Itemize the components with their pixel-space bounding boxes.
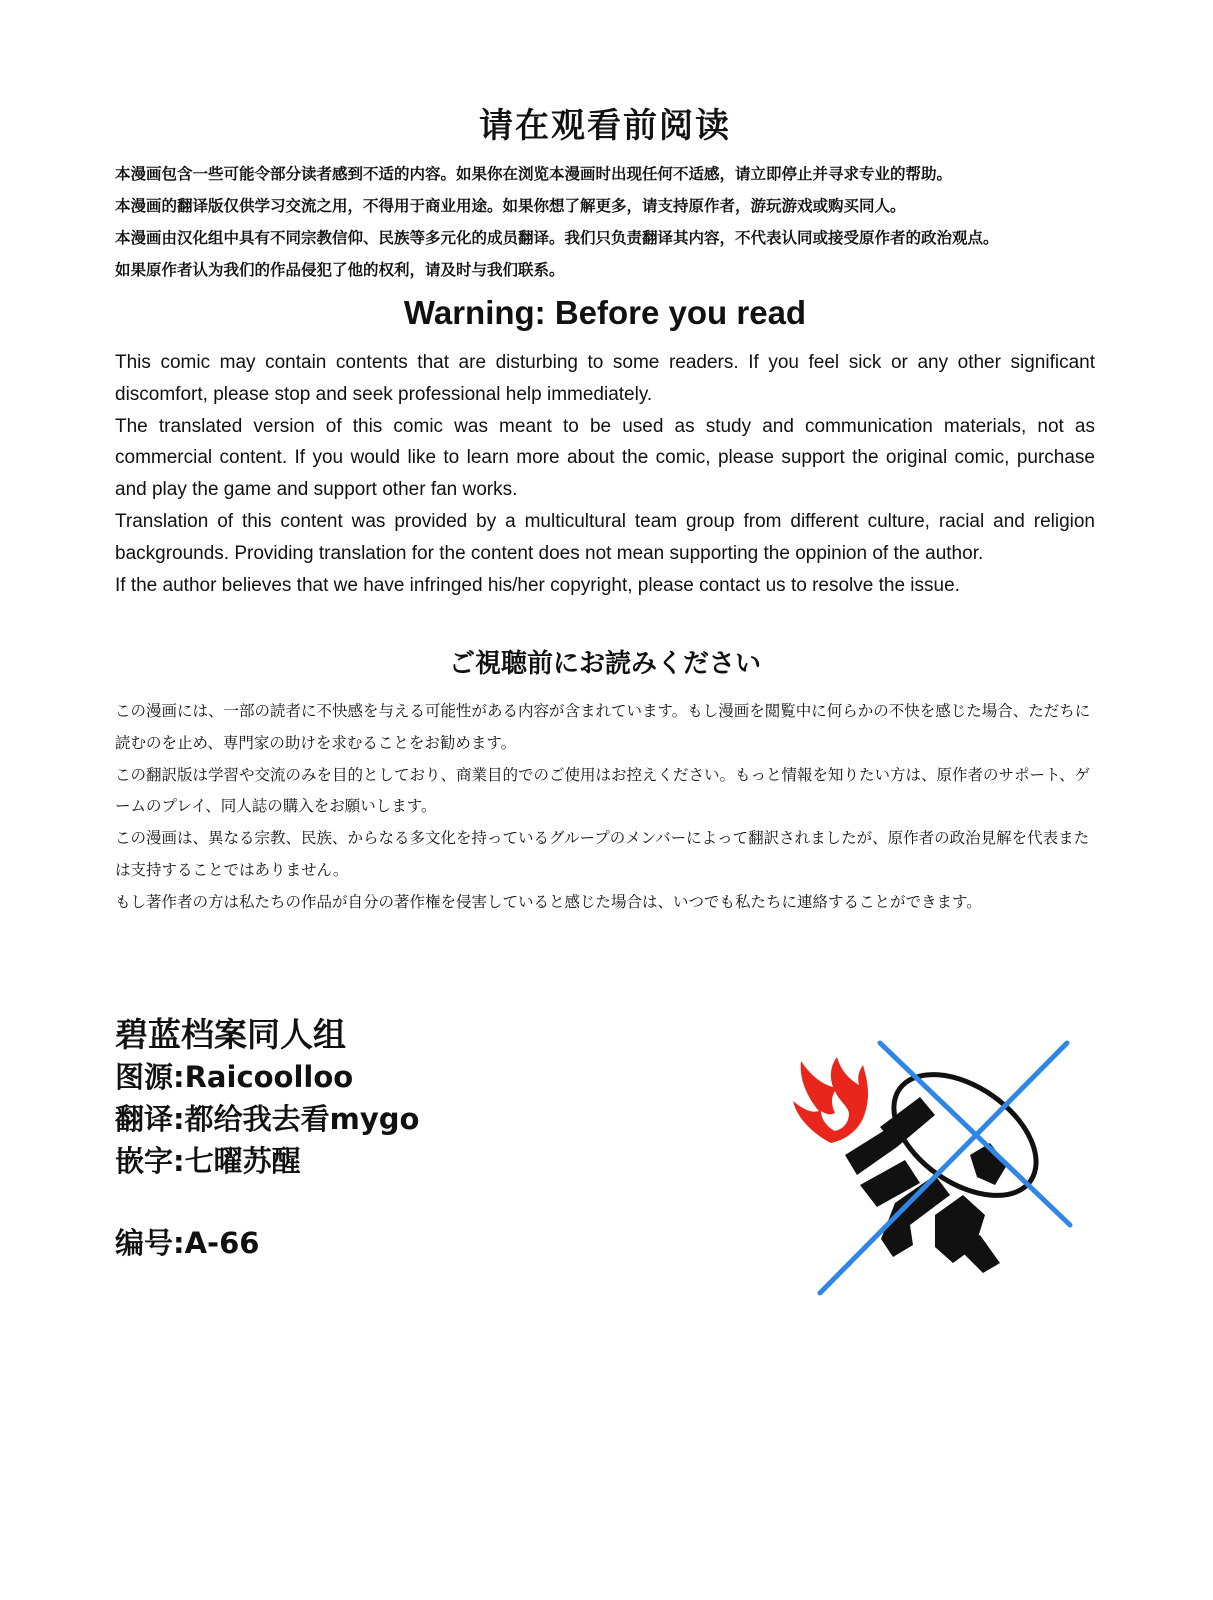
japanese-notice-title: ご視聴前にお読みください <box>448 649 761 679</box>
credits-spacer <box>115 1182 419 1222</box>
english-notice-body <box>115 347 1095 601</box>
source-credit: 图源:Raicoolloo <box>115 1060 354 1094</box>
credits-block <box>115 1014 419 1264</box>
chinese-paragraph: 本漫画由汉化组中具有不同宗教信仰、民族等多元化的成员翻译。我们只负责翻译其内容，不代表认同或接受原作者的政治观点。 <box>115 229 999 247</box>
english-paragraph: The translated version of this comic was meant to be used as study and communication materials, not as commercial content. If you would like to learn more about the comic, please support the original comic, purchase and play the game and support other fan works. <box>115 415 1095 501</box>
english-notice-title: Warning: Before you read <box>403 294 807 331</box>
japanese-paragraph: この漫画には、一部の読者に不快感を与える可能性がある内容が含まれています。もし漫画を閲覧中に何らかの不快を感じた場合、ただちに読むのを止め、専門家の助けを求むることをお勧めます。 <box>115 702 1091 752</box>
english-paragraph: Translation of this content was provided by a multicultural team group from different culture, racial and religion backgrounds. Providing translation for the content does not mean supporting the oppinion of the author. <box>115 510 1095 564</box>
english-paragraph: This comic may contain contents that are disturbing to some readers. If you feel sick or any other significant discomfort, please stop and seek professional help immediately. <box>115 352 1095 405</box>
chinese-notice-body <box>115 158 1095 286</box>
translation-credit: 翻译:都给我去看mygo <box>115 1102 420 1136</box>
chinese-notice-title: 请在观看前阅读 <box>479 106 731 146</box>
chinese-paragraph: 本漫画的翻译版仅供学习交流之用，不得用于商业用途。如果你想了解更多，请支持原作者，游玩游戏或购买同人。 <box>115 197 906 215</box>
chinese-paragraph: 如果原作者认为我们的作品侵犯了他的权利，请及时与我们联系。 <box>115 261 565 279</box>
serial-number: 编号:A-66 <box>115 1226 260 1260</box>
japanese-notice-body <box>115 696 1095 919</box>
japanese-paragraph: もし著作者の方は私たちの作品が自分の著作権を侵害していると感じた場合は、いつでも私たちに連絡することができます。 <box>115 892 982 911</box>
japanese-paragraph: この漫画は、異なる宗教、民族、からなる多文化を持っているグループのメンバーによって翻訳されましたが、原作者の政治見解を代表または支持することではありません。 <box>115 829 1090 879</box>
group-name: 碧蓝档案同人组 <box>115 1015 346 1054</box>
typesetting-credit: 嵌字:七曜苏醒 <box>115 1144 301 1178</box>
flame-icon <box>793 1057 868 1143</box>
group-logo-icon <box>785 1035 1080 1300</box>
chinese-paragraph: 本漫画包含一些可能令部分读者感到不适的内容。如果你在浏览本漫画时出现任何不适感，请立即停止并寻求专业的帮助。 <box>115 165 953 183</box>
english-paragraph: If the author believes that we have infringed his/her copyright, please contact us to resolve the issue. <box>115 574 960 596</box>
japanese-paragraph: この翻訳版は学習や交流のみを目的としており、商業目的でのご使用はお控えください。もっと情報を知りたい方は、原作者のサポート、ゲームのプレイ、同人誌の購入をお願いします。 <box>115 765 1091 816</box>
